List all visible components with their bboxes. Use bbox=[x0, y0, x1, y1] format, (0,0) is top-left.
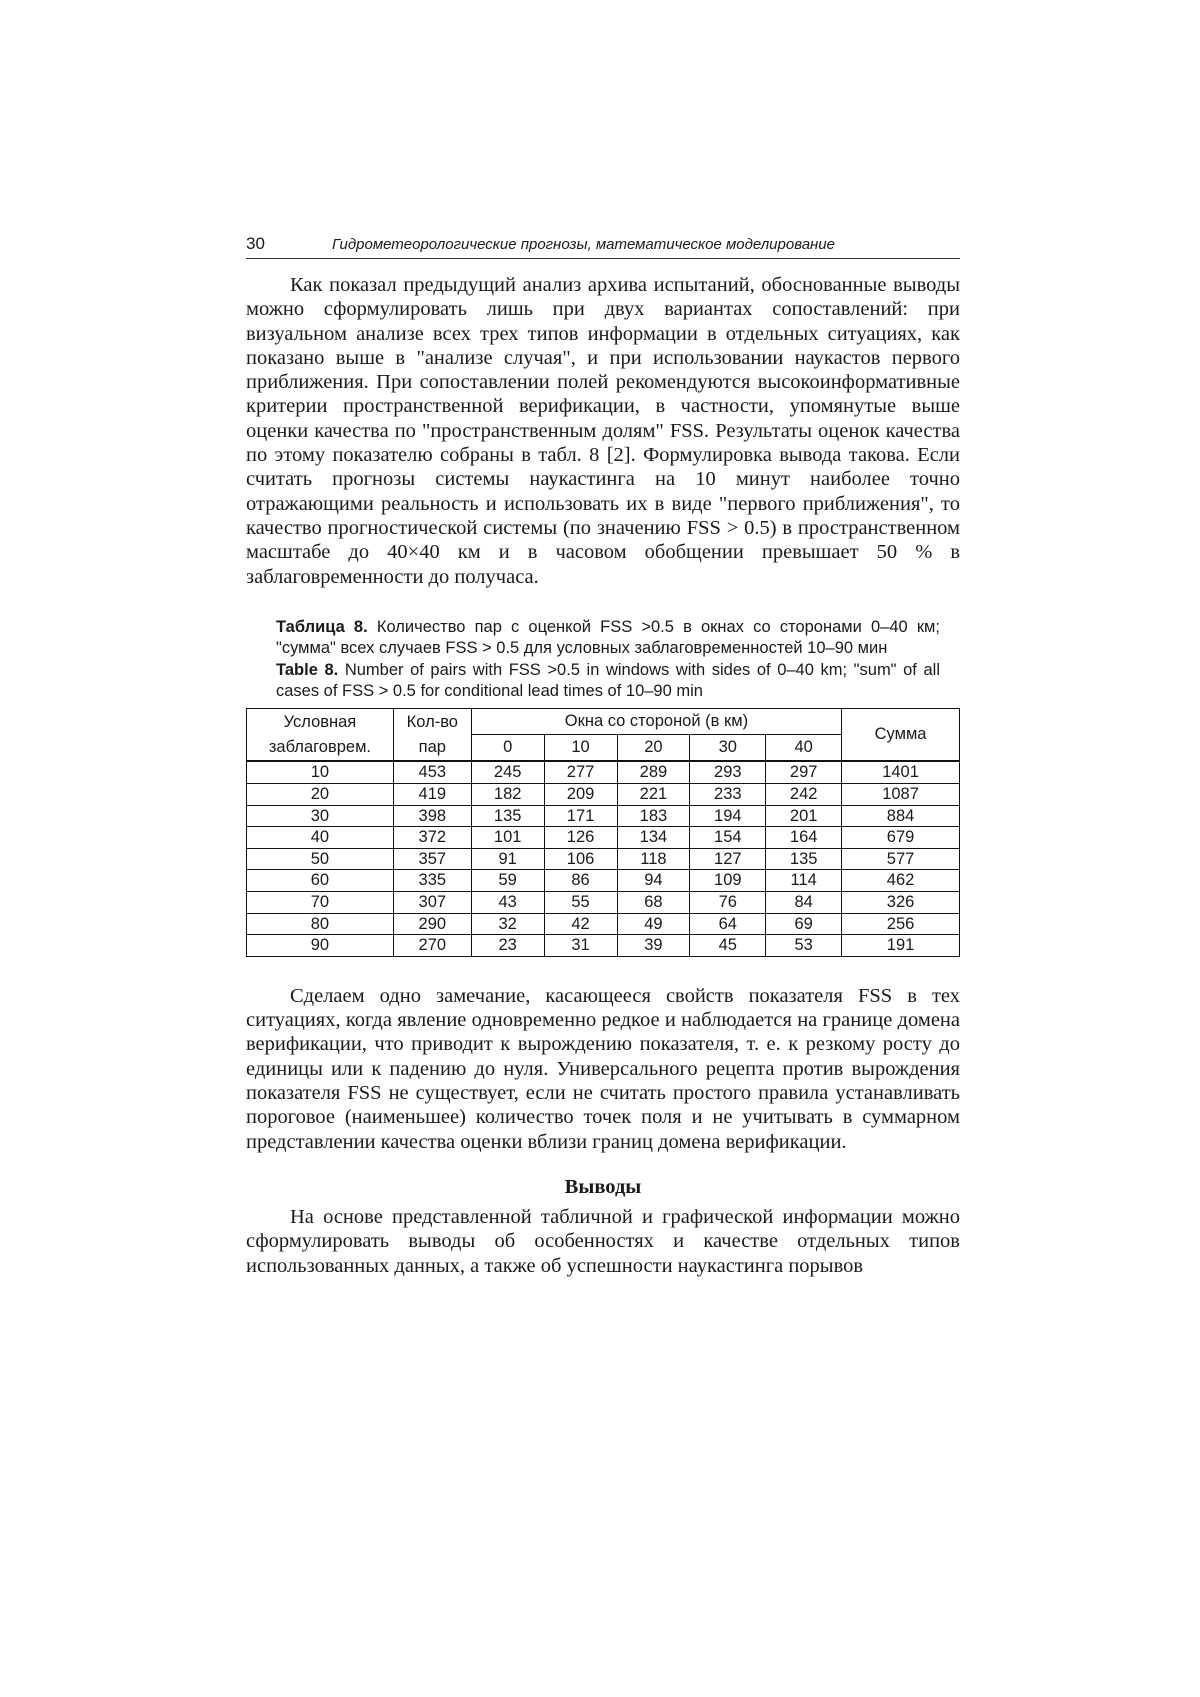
table-row bbox=[247, 827, 960, 849]
table-cell: 135 bbox=[766, 848, 842, 870]
table-cell: 60 bbox=[247, 870, 394, 892]
table-cell: 101 bbox=[471, 827, 544, 849]
table-cell: 270 bbox=[393, 935, 471, 957]
table-cell: 94 bbox=[617, 870, 690, 892]
table-cell: 42 bbox=[544, 913, 617, 935]
table-cell: 23 bbox=[471, 935, 544, 957]
table-cell: 134 bbox=[617, 827, 690, 849]
table-cell: 277 bbox=[544, 761, 617, 783]
table-cell: 201 bbox=[766, 805, 842, 827]
table-cell: 233 bbox=[690, 784, 766, 806]
table-cell: 191 bbox=[842, 935, 960, 957]
header-window-size: 20 bbox=[617, 735, 690, 762]
table-caption-en-label: Table 8. bbox=[276, 660, 339, 679]
table-cell: 290 bbox=[393, 913, 471, 935]
table-row bbox=[247, 892, 960, 914]
table-cell: 357 bbox=[393, 848, 471, 870]
journal-title: Гидрометеорологические прогнозы, математическое моделирование bbox=[332, 236, 835, 253]
table-cell: 194 bbox=[690, 805, 766, 827]
table-cell: 577 bbox=[842, 848, 960, 870]
table-caption-ru-text: Количество пар с оценкой FSS >0.5 в окнах со сторонами 0–40 км; "сумма" всех случаев FSS > 0.5 для условных заблаговременностей 10–90 мин bbox=[276, 617, 940, 658]
table-caption-ru bbox=[276, 617, 940, 660]
table-cell: 372 bbox=[393, 827, 471, 849]
table-cell: 1087 bbox=[842, 784, 960, 806]
table-cell: 109 bbox=[690, 870, 766, 892]
table-cell: 64 bbox=[690, 913, 766, 935]
header-lead-time: Условная заблаговрем. bbox=[247, 709, 394, 762]
table-cell: 86 bbox=[544, 870, 617, 892]
table-cell: 32 bbox=[471, 913, 544, 935]
fss-table bbox=[246, 708, 960, 956]
body-paragraph-3: На основе представленной табличной и графической информации можно сформулировать выводы об особенностях и качестве отдельных типов использованных данных, а также об успешности наукастинга порывов bbox=[246, 1205, 960, 1277]
table-cell: 127 bbox=[690, 848, 766, 870]
table-cell: 307 bbox=[393, 892, 471, 914]
table-caption-en-text: Number of pairs with FSS >0.5 in windows with sides of 0–40 km; "sum" of all cases of FSS > 0.5 for conditional lead times of 10–90 min bbox=[276, 660, 940, 701]
table-row bbox=[247, 913, 960, 935]
header-window-size: 0 bbox=[471, 735, 544, 762]
table-cell: 91 bbox=[471, 848, 544, 870]
table-cell: 39 bbox=[617, 935, 690, 957]
table-cell: 462 bbox=[842, 870, 960, 892]
section-title-conclusions: Выводы bbox=[564, 1175, 642, 1198]
body-paragraph-1: Как показал предыдущий анализ архива испытаний, обоснованные выводы можно сформулировать лишь при двух вариантах сопоставлений: при визуальном анализе всех трех типов информации в отдельных ситуациях, как показано выше в "анализе случая", и при использовании наукастов первого приближения. При сопоставлении полей рекомендуются высокоинформативные критерии пространственной верификации, в частности, упомянутые выше оценки качества по "пространственным долям" FSS. Результаты оценок качества по этому показателю собраны в табл. 8 [2]. Формулировка вывода такова. Если считать прогнозы системы наукастинга на 10 минут наиболее точно отражающими реальность и использовать их в виде "первого приближения", то качество прогностической системы (по значению FSS > 0.5) в пространственном масштабе до 40×40 км и в часовом обобщении превышает 50 % в заблаговременности до получаса. bbox=[246, 274, 960, 588]
table-cell: 40 bbox=[247, 827, 394, 849]
table-cell: 68 bbox=[617, 892, 690, 914]
table-cell: 50 bbox=[247, 848, 394, 870]
table-cell: 398 bbox=[393, 805, 471, 827]
table-row bbox=[247, 784, 960, 806]
table-cell: 30 bbox=[247, 805, 394, 827]
table-caption-ru-label: Таблица 8. bbox=[276, 617, 368, 636]
page-number: 30 bbox=[246, 234, 265, 253]
table-cell: 154 bbox=[690, 827, 766, 849]
table-cell: 419 bbox=[393, 784, 471, 806]
table-cell: 90 bbox=[247, 935, 394, 957]
table-cell: 135 bbox=[471, 805, 544, 827]
table-cell: 242 bbox=[766, 784, 842, 806]
table-cell: 256 bbox=[842, 913, 960, 935]
body-paragraph-2: Сделаем одно замечание, касающееся свойств показателя FSS в тех ситуациях, когда явление одновременно редкое и наблюдается на границе домена верификации, что приводит к вырождению показателя, т. е. к резкому росту до единицы или к падению до нуля. Универсального рецепта против вырождения показателя FSS не существует, если не считать простого правила устанавливать пороговое (наименьшее) количество точек поля и не учитывать в суммарном представлении качества оценки вблизи границ домена верификации. bbox=[246, 984, 960, 1153]
table-cell: 679 bbox=[842, 827, 960, 849]
table-cell: 182 bbox=[471, 784, 544, 806]
table-cell: 171 bbox=[544, 805, 617, 827]
table-cell: 221 bbox=[617, 784, 690, 806]
table-row bbox=[247, 935, 960, 957]
table-cell: 297 bbox=[766, 761, 842, 783]
table-cell: 49 bbox=[617, 913, 690, 935]
header-windows: Окна со стороной (в км) bbox=[471, 709, 841, 735]
table-row bbox=[247, 848, 960, 870]
table-row bbox=[247, 805, 960, 827]
table-row bbox=[247, 761, 960, 783]
table-cell: 326 bbox=[842, 892, 960, 914]
table-cell: 245 bbox=[471, 761, 544, 783]
table-cell: 59 bbox=[471, 870, 544, 892]
table-cell: 183 bbox=[617, 805, 690, 827]
table-cell: 1401 bbox=[842, 761, 960, 783]
header-window-size: 30 bbox=[690, 735, 766, 762]
page bbox=[246, 234, 960, 1278]
running-header bbox=[246, 234, 960, 259]
table-cell: 106 bbox=[544, 848, 617, 870]
table-cell: 126 bbox=[544, 827, 617, 849]
header-window-size: 40 bbox=[766, 735, 842, 762]
table-cell: 209 bbox=[544, 784, 617, 806]
table-row bbox=[247, 870, 960, 892]
table-cell: 43 bbox=[471, 892, 544, 914]
table-cell: 118 bbox=[617, 848, 690, 870]
table-caption-en bbox=[276, 660, 940, 703]
table-cell: 55 bbox=[544, 892, 617, 914]
table-cell: 335 bbox=[393, 870, 471, 892]
table-cell: 164 bbox=[766, 827, 842, 849]
header-window-size: 10 bbox=[544, 735, 617, 762]
table-cell: 293 bbox=[690, 761, 766, 783]
table-cell: 84 bbox=[766, 892, 842, 914]
table-cell: 76 bbox=[690, 892, 766, 914]
table-cell: 20 bbox=[247, 784, 394, 806]
table-cell: 453 bbox=[393, 761, 471, 783]
table-cell: 45 bbox=[690, 935, 766, 957]
table-cell: 884 bbox=[842, 805, 960, 827]
table-cell: 10 bbox=[247, 761, 394, 783]
table-cell: 289 bbox=[617, 761, 690, 783]
header-pair-count: Кол-во пар bbox=[393, 709, 471, 762]
table-body bbox=[247, 761, 960, 956]
header-sum: Сумма bbox=[842, 709, 960, 762]
table-cell: 114 bbox=[766, 870, 842, 892]
table-cell: 69 bbox=[766, 913, 842, 935]
table-cell: 70 bbox=[247, 892, 394, 914]
table-cell: 53 bbox=[766, 935, 842, 957]
table-cell: 31 bbox=[544, 935, 617, 957]
table-cell: 80 bbox=[247, 913, 394, 935]
